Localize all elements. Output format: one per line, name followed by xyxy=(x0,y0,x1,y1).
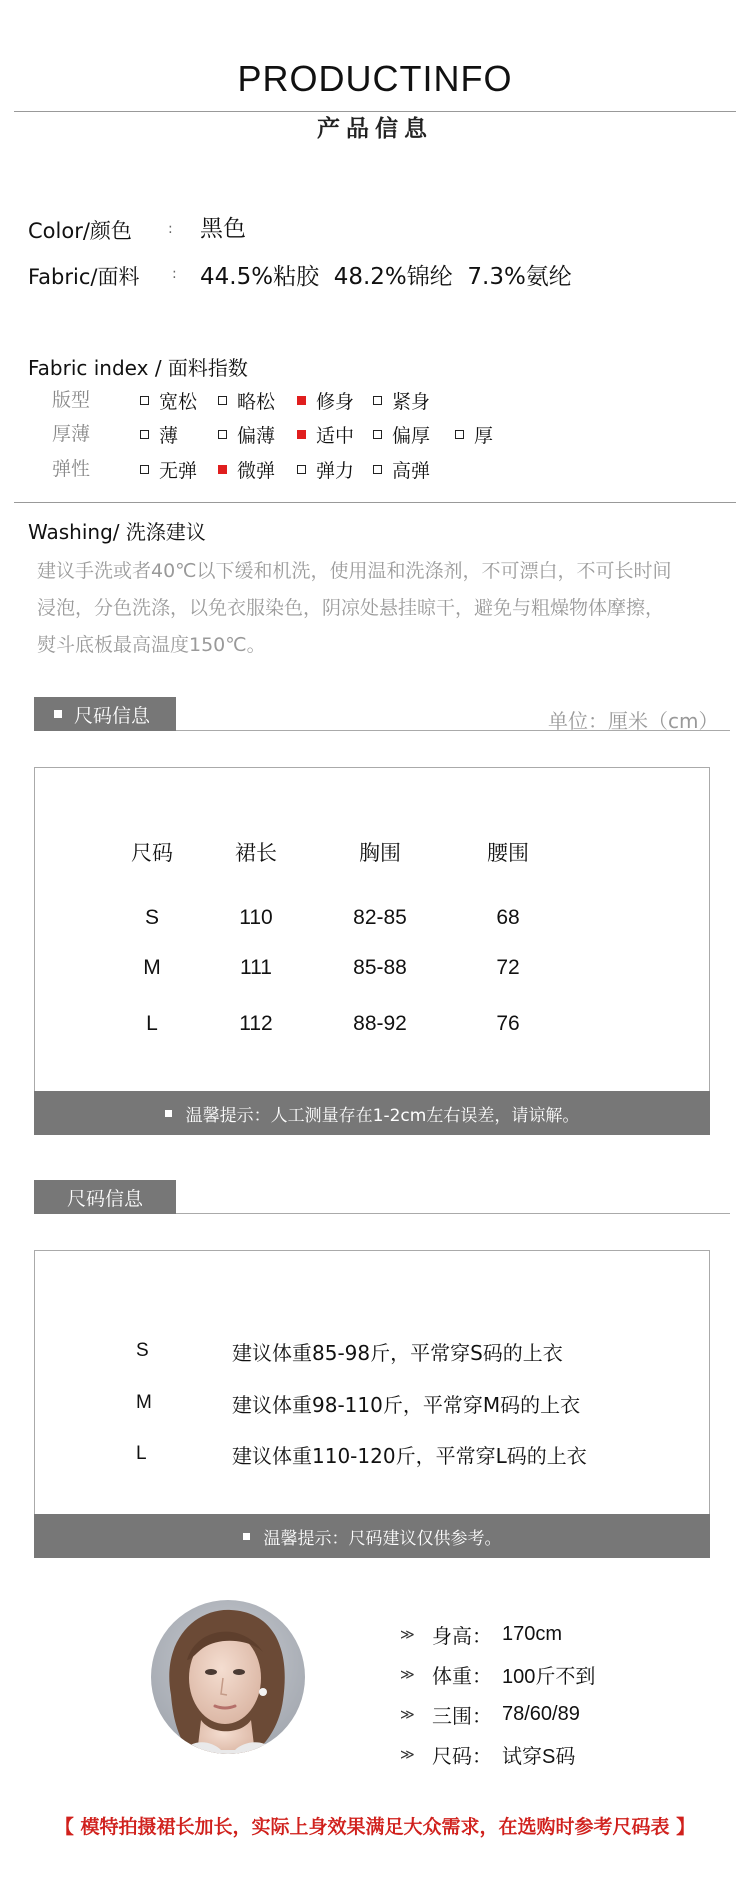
fabric-index-option xyxy=(297,456,354,483)
fabric-index-option xyxy=(218,456,275,483)
color-label: Color/颜色 xyxy=(28,219,132,243)
table-cell: 85-88 xyxy=(353,956,407,979)
square-icon xyxy=(165,1110,172,1117)
fabric-index-category: 弹性 xyxy=(52,458,91,480)
table-cell: 112 xyxy=(239,1012,273,1035)
checkbox-checked-icon xyxy=(297,396,306,405)
size-table-panel xyxy=(34,767,710,1135)
fabric-value: 44.5%粘胶 48.2%锦纶 7.3%氨纶 xyxy=(200,264,572,290)
size-recommend-tip xyxy=(34,1514,710,1558)
table-header-cell: 腰围 xyxy=(487,841,529,865)
model-stat-value: 试穿S码 xyxy=(502,1746,576,1768)
recommend-text: 建议体重110-120斤，平常穿L码的上衣 xyxy=(232,1444,587,1468)
fabric-index-option-label: 宽松 xyxy=(159,391,198,413)
checkbox-icon xyxy=(373,430,382,439)
model-stat-row xyxy=(400,1740,575,1769)
fabric-index-option-label: 适中 xyxy=(316,425,355,447)
checkbox-icon xyxy=(455,430,464,439)
recommend-size: L xyxy=(136,1443,147,1464)
table-header-cell: 胸围 xyxy=(359,841,401,865)
fabric-index-option-label: 修身 xyxy=(316,391,355,413)
size-table-tip xyxy=(34,1091,710,1135)
table-cell: 82-85 xyxy=(353,906,407,929)
size-recommend-tip-text: 温馨提示：尺码建议仅供参考。 xyxy=(263,1528,502,1549)
washing-line: 熨斗底板最高温度150℃。 xyxy=(37,634,266,656)
fabric-index-option-label: 偏厚 xyxy=(392,425,431,447)
fabric-index-title: Fabric index / 面料指数 xyxy=(28,356,248,380)
divider xyxy=(14,502,736,503)
divider xyxy=(176,1213,730,1214)
recommend-size: S xyxy=(136,1340,149,1361)
fabric-index-option xyxy=(373,456,430,483)
fabric-index-option-label: 无弹 xyxy=(159,460,198,482)
fabric-index-option xyxy=(373,387,430,414)
size-info-tab xyxy=(34,697,176,731)
fabric-index-option-label: 厚 xyxy=(474,425,494,447)
fabric-index-option xyxy=(455,421,493,448)
checkbox-checked-icon xyxy=(297,430,306,439)
checkbox-icon xyxy=(140,396,149,405)
model-stat-value: 170cm xyxy=(502,1623,563,1645)
fabric-index-option-label: 紧身 xyxy=(392,391,431,413)
model-stat-label: 三围： xyxy=(432,1704,492,1728)
table-cell: L xyxy=(146,1012,158,1035)
table-cell: 72 xyxy=(496,956,520,979)
fabric-label: Fabric/面料 xyxy=(28,265,140,289)
fabric-index-option-label: 薄 xyxy=(159,425,179,447)
fabric-index-option xyxy=(218,421,275,448)
fabric-index-option-label: 微弹 xyxy=(237,460,276,482)
fabric-index-option xyxy=(140,387,197,414)
table-cell: 76 xyxy=(496,1012,520,1035)
fabric-index-option-label: 略松 xyxy=(237,391,276,413)
double-chevron-icon: ≫ xyxy=(400,1746,415,1763)
unit-label: 单位：厘米（cm） xyxy=(548,709,719,733)
checkbox-icon xyxy=(140,465,149,474)
table-cell: 111 xyxy=(240,956,272,979)
double-chevron-icon: ≫ xyxy=(400,1666,415,1683)
table-cell: 68 xyxy=(496,906,520,929)
size-recommend-tab-label: 尺码信息 xyxy=(66,1187,143,1210)
fabric-index-option xyxy=(297,387,354,414)
washing-text xyxy=(37,553,747,664)
footer-note: 【 模特拍摄裙长加长，实际上身效果满足大众需求，在选购时参考尺码表 】 xyxy=(54,1816,696,1838)
table-cell: S xyxy=(144,906,159,929)
recommend-text: 建议体重98-110斤，平常穿M码的上衣 xyxy=(232,1393,581,1417)
checkbox-icon xyxy=(218,430,227,439)
fabric-index-option-label: 偏薄 xyxy=(237,425,276,447)
table-header-cell: 裙长 xyxy=(235,841,277,865)
square-icon xyxy=(243,1533,250,1540)
table-cell: 110 xyxy=(239,906,273,929)
double-chevron-icon: ≫ xyxy=(400,1706,415,1723)
checkbox-icon xyxy=(373,396,382,405)
table-header-cell: 尺码 xyxy=(131,841,173,865)
model-stat-label: 尺码： xyxy=(432,1744,492,1768)
fabric-index-option-label: 弹力 xyxy=(316,460,355,482)
checkbox-checked-icon xyxy=(218,465,227,474)
model-stat-value: 100斤不到 xyxy=(502,1666,596,1688)
checkbox-icon xyxy=(140,430,149,439)
fabric-index-option xyxy=(140,421,178,448)
size-table-tip-text: 温馨提示：人工测量存在1-2cm左右误差，请谅解。 xyxy=(185,1105,580,1126)
fabric-index-option xyxy=(140,456,197,483)
fabric-index-category: 版型 xyxy=(52,389,91,411)
washing-title: Washing/ 洗涤建议 xyxy=(28,520,206,544)
size-recommend-tab xyxy=(34,1180,176,1214)
checkbox-icon xyxy=(297,465,306,474)
fabric-index-option-label: 高弹 xyxy=(392,460,431,482)
model-stat-row xyxy=(400,1620,562,1649)
model-stat-row xyxy=(400,1660,595,1689)
table-cell: 88-92 xyxy=(353,1012,407,1035)
page-title-cn: 产品信息 xyxy=(317,116,433,142)
recommend-size: M xyxy=(136,1392,152,1413)
model-stat-label: 身高： xyxy=(432,1624,492,1648)
page-title-en: PRODUCTINFO xyxy=(237,58,513,99)
double-chevron-icon: ≫ xyxy=(400,1626,415,1643)
colon: : xyxy=(172,266,177,282)
model-stat-value: 78/60/89 xyxy=(502,1703,580,1725)
square-icon xyxy=(54,710,62,718)
model-avatar xyxy=(151,1600,305,1754)
fabric-index-option xyxy=(218,387,275,414)
fabric-index-option xyxy=(297,421,354,448)
table-cell: M xyxy=(143,956,161,979)
model-stat-label: 体重： xyxy=(432,1664,492,1688)
size-info-tab-label: 尺码信息 xyxy=(74,704,151,727)
fabric-index-option xyxy=(373,421,430,448)
checkbox-icon xyxy=(218,396,227,405)
recommend-text: 建议体重85-98斤，平常穿S码的上衣 xyxy=(232,1341,563,1365)
fabric-index-category: 厚薄 xyxy=(52,423,91,445)
washing-line: 浸泡，分色洗涤，以免衣服染色，阴凉处悬挂晾干，避免与粗燥物体摩擦， xyxy=(37,597,665,619)
model-stat-row xyxy=(400,1700,580,1729)
color-value: 黑色 xyxy=(200,216,246,242)
washing-line: 建议手洗或者40℃以下缓和机洗，使用温和洗涤剂，不可漂白，不可长时间 xyxy=(37,560,672,582)
checkbox-icon xyxy=(373,465,382,474)
colon: : xyxy=(168,221,173,237)
